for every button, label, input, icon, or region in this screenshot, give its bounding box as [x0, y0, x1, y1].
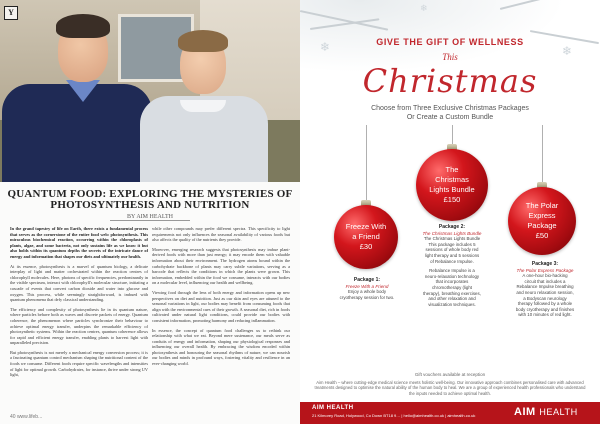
package-line: Enjoy a whole body	[347, 289, 387, 295]
bauble-string	[542, 125, 543, 183]
logo-sub: HEALTH	[539, 407, 578, 417]
choose-line: Or Create a Custom Bundle	[406, 114, 494, 121]
package-1-description	[320, 278, 414, 300]
article-photo	[0, 0, 300, 182]
package-line: of Rebalance Impulse.	[430, 258, 474, 264]
package-line: The Christmas Lights Bundle	[423, 236, 481, 242]
bauble-christmas-lights-bundle	[416, 149, 488, 221]
bauble-polar-express-package	[508, 187, 576, 255]
package-name: Freeze With a Friend	[345, 283, 389, 289]
package-line: neuro-relaxation technology	[424, 273, 480, 279]
package-line: chromotherapy (light	[431, 284, 473, 290]
bauble-price: £150	[443, 195, 461, 204]
bauble-freeze-with-a-friend	[334, 205, 398, 269]
package-line: light therapy and 5 sessions	[424, 252, 480, 258]
package-line: circuit that includes a	[524, 278, 566, 284]
footer-address: 21 Kilmorey Road, Holywood, Co Down BT18 9… | hello@aimhealth.co.uk | aimhealth.co.uk	[312, 413, 476, 418]
package-2-description	[408, 225, 496, 307]
package-line: and other relaxation and	[428, 296, 476, 302]
article-paragraph: At its essence, photosynthesis is a marvel of quantum biology, a delicate interplay of light and matter orchestrated within the reaction centres of chlorophyll molecules. Here, photons of specific frequencies, predominantly in the visible spectrum, interact with chlorophyll's molecular structure, initiating a cascade of events that convert carbon dioxide and water into glucose and oxygen. This process, while seemingly straightforward, is imbued with quantum phenomena that defy classical understanding.	[10, 263, 148, 303]
package-heading: Package 3:	[531, 261, 559, 267]
article-paragraph: The efficiency and complexity of photosynthesis lie in its quantum nature, where particles behave both as waves and discrete packets of energy. Quantum coherence, the phenomenon where particles synchronize their behaviour to achieve optimal energy transfer, underpins the remarkable efficiency of photosynthetic systems. Within the reaction centres, quantum coherence allows for rapid and efficient energy transfer, enabling plants to harvest light with unparalleled precision.	[10, 306, 148, 346]
bauble-string	[366, 125, 367, 201]
gift-vouchers-note: Gift vouchers available at reception	[414, 372, 486, 377]
article-paragraph: But photosynthesis is not merely a mechanical energy conversion process; it is a fascinating quantum control mechanism shaping the nutritional content of the foods we consume. Different foods require specific wavelengths and intensities of light for optimal growth. Carbohydrates, for instance, thrive under strong UV light,	[10, 349, 148, 378]
bauble-text: The	[445, 165, 459, 174]
article-byline: BY AIM HEALTH	[127, 214, 173, 220]
article-paragraph: Moreover, emerging research suggests that photosynthesis may imbue plant-derived foods with more than just energy; it may encode them with valuable information about their environment. The hydrogen atoms bound within the carbohydrate backbone of plants may carry subtle variations, serving as a barcode that reflects the conditions in which the plants were grown. This information, embedded within the food we consume, interacts with our bodies on a molecular level, influencing our health and wellbeing.	[152, 246, 290, 286]
package-3-description	[500, 262, 590, 318]
package-line: Rebalance Impulse breathing	[516, 284, 574, 290]
package-line: visualization techniques.	[428, 301, 476, 307]
article-paragraph: while other compounds may prefer different spectra. This specificity to light requirements not only influences the seasonal availability of various foods but also affects the quality of the nutrients they provide.	[152, 226, 290, 243]
package-line: a Bodyscan neurology	[523, 295, 567, 301]
advert-choose-text	[300, 104, 600, 122]
bauble-text: a Friend	[352, 232, 380, 241]
article-column-left	[10, 226, 148, 411]
bauble-text: Package	[527, 221, 557, 230]
snowflake-icon: ❄	[420, 4, 428, 14]
package-line: that incorporates	[435, 279, 469, 285]
advert-footer-bar	[300, 402, 600, 424]
package-line: with 10 minutes of red light.	[518, 312, 572, 318]
right-page-advert	[300, 0, 600, 424]
magazine-logo-icon: Y	[4, 6, 18, 20]
byline-divider	[110, 220, 190, 221]
snowflake-icon: ❄	[320, 40, 331, 54]
footer-brand: AIM HEALTH	[312, 405, 354, 411]
page-number: 40 www.lifeb...	[10, 414, 43, 420]
package-heading: Package 2:	[438, 224, 466, 230]
package-line: therapy), breathing exercises,	[423, 290, 481, 296]
article-paragraph: Viewing food through the lens of both energy and information opens up new perspectives on diet and nutrition. Just as our skin and eyes are attuned to the seasonal variations in light, our bodies may benefit from consuming foods that align with the environmental cues of their growth. A seasonal diet, rich in foods cultivated under natural light conditions, could provide our bodies with consistent information, promoting harmony and reducing inflammation.	[152, 289, 290, 323]
article-title: QUANTUM FOOD: EXPLORING THE MYSTERIES OF PHOTOSYNTHESIS AND NUTRITION	[7, 188, 293, 211]
package-line: body cryotherapy and finishes	[515, 306, 575, 312]
advert-headline: GIVE THE GIFT OF WELLNESS	[376, 37, 524, 47]
snowflake-icon: ❄	[562, 44, 573, 58]
bauble-price: £50	[535, 231, 549, 240]
package-line: therapy followed by a whole	[517, 301, 573, 307]
package-heading: Package 1:	[353, 277, 381, 283]
package-line: Rebalance Impulse is a	[429, 268, 475, 274]
aim-health-logo	[514, 406, 578, 418]
bauble-text: Christmas	[435, 175, 469, 184]
package-name: The Christmas Lights Bundle	[422, 230, 482, 236]
package-line: A one-hour bio-hacking	[522, 273, 568, 279]
package-name: The Polar Express Package	[516, 267, 574, 273]
about-aim-health: Aim Health – where cutting-edge medical science meets holistic well-being. Our innovative approach combines personalised care with advanced treatments designed to optimise the natural ability of the human body to heal. We are a group of experienced health professionals who understand the inputs needed to achieve optimal health.	[314, 380, 586, 396]
package-line: This package includes 5	[428, 241, 476, 247]
bauble-price: £30	[359, 242, 373, 251]
package-line: cryotherapy session for two.	[339, 294, 395, 300]
choose-line: Choose from Three Exclusive Christmas Packages	[371, 105, 529, 112]
article-column-right	[152, 226, 290, 411]
logo-main: AIM	[514, 406, 536, 418]
article-paragraph: In the grand tapestry of life on Earth, there exists a fundamental process that serves as the cornerstone of the entire food web: photosynthesis. This miraculous biochemical reaction, occurring within the chloroplasts of plants, algae, and some bacteria, not only sustains life as we know it but also holds within its quantum depths the secrets of the intricate dance of energy and information that shapes our diets and ultimately our health.	[10, 226, 148, 259]
bauble-text: The Polar	[525, 201, 559, 210]
package-line: sessions of whole body red	[425, 247, 479, 253]
bauble-text: Express	[528, 211, 556, 220]
package-line: and neuro relaxation session,	[516, 289, 574, 295]
advert-christmas-title: Christmas	[362, 62, 538, 100]
bauble-text: Freeze With	[345, 222, 387, 231]
bauble-string	[452, 125, 453, 145]
advert-this: This	[442, 52, 458, 62]
article-paragraph: In essence, the concept of quantum food challenges us to rethink our relationship with what we eat. Beyond mere sustenance, our meals serve as conduits of energy and information, shaping our physiological responses and influencing our overall health. By embracing the wisdom encoded within photosynthesis and honouring the seasonal rhythms of nature, we can nourish our bodies and minds in profound ways, fostering vitality and resilience in an ever-changing world.	[152, 327, 290, 367]
bauble-text: Lights Bundle	[429, 185, 475, 194]
